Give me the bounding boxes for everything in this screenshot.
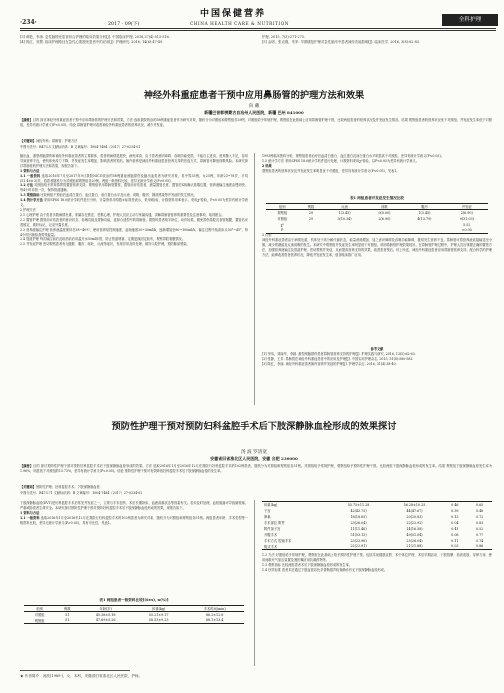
table-row: 手术方式 腔镜手术 23(23.96) 25(26.04) 0.11 0.74 xyxy=(264,538,484,543)
table-header: 组别 xyxy=(266,204,299,210)
article1-title: 神经外科重症患者干预中应用鼻肠管的护理方法和效果 xyxy=(143,90,365,101)
ref-item: [3] 陈红，李丽. 神经外科重症患者肠内营养并发症的护理[J]. 护理学杂志, 2016, 31(4):38-40. xyxy=(262,361,397,366)
table-header: 误吸 xyxy=(366,204,403,210)
top-references-right xyxy=(262,35,492,45)
table-row: 观察组 29 1(3.45) 0(0.00) 1(3.45) 2(6.90) xyxy=(277,210,473,216)
article1-class-info: 中图分类号：R473.5 文献标识码：B 文章编号：1004-7484（2017）27-0234-01 xyxy=(20,145,141,149)
table-row: 开腹手术 51(53.13) 49(51.04) 0.08 0.77 xyxy=(264,532,484,537)
table-row: 子宫 42(43.75) 44(47.67) 0.39 0.48 xyxy=(264,508,484,513)
table-row: 体重(kg) 55.75±11.28 56.28±10.25 0.46 0.65 xyxy=(262,502,492,508)
article2-table-right xyxy=(262,501,492,550)
journal-english-title: CHINA HEALTH CARE & NUTRITION xyxy=(190,21,290,26)
ref-item: [4] 郭红，刘慧. 临床护理路径在急性心肌梗死患者中的应用[J]. 护理研究, 2016, 14(6):47-49. xyxy=(20,40,164,44)
section-tab: 全科护理 xyxy=(442,14,498,26)
table-header: 例数 xyxy=(299,204,324,210)
journal-title: 中国保健营养 xyxy=(200,9,267,19)
article2-class-info: 中图分类号：R473.71 文献标识码：B 文章编号：1004-7484（2017）27-0234-02 xyxy=(20,491,143,495)
table-header: 组别 xyxy=(24,606,55,612)
article2-keywords: 【关键词】预防性护理；妇科盆腔手术；下肢深静脉血栓 xyxy=(20,485,100,489)
ref-item: [1] 李凤，刘丽华，李颖. 重型颅脑损伤患者鼻肠管营养支持的护理[J]. 护理实践与研究, 2016, 13(5):62-63. xyxy=(262,351,416,356)
article1-care-methods: 2 护理方法 2.1 心理护理 由于患者多数病情危重，家属存在焦虑、恐惧心理，护理人员应主动与家属沟通，讲解鼻肠管营养的重要性及注意事项，取得配合。 2.2 置管护理 置管前评估患者的意识状态、吞咽功能及胃肠功能，选择合适型号的鼻肠管。置管时患者取半卧位，动作轻柔，避免损伤鼻腔及食管黏膜，置管后妥善固定，做好标记，记录外露长度。 2.3 营养液输注护理 营养液温度保持在38~40℃，使用营养泵控制速度，起始速度20~30ml/h，逐渐增加至80~100ml/h，输注过程中抬高床头30°~45°，每4小时回抽检查胃残留量。 2.4 管道护理 每次输注前后及给药前后用温开水30ml冲管，防止管道堵塞，定期更换固定胶布，观察鼻腔黏膜情况。 2.5 并发症护理 密切观察患者有无腹胀、腹泻、呕吐、反流等症状，发现异常及时处理，做好口腔护理，预防肺部感染。 xyxy=(20,207,248,247)
header-rule-thin xyxy=(20,30,496,31)
issue-date: 2017 · 09(下) xyxy=(108,22,140,27)
table-header: 并发症 xyxy=(446,204,488,210)
ref-item: [3] 黄艳，李涛. 急性脑梗死患者综合护理的临床效果分析[J]. 中国临床护理, 2016,37(4):515-516. xyxy=(20,35,170,39)
table-row: 手术部位 附件 23(26.04) 22(22.92) 0.04 0.83 xyxy=(264,520,484,525)
column-divider xyxy=(254,153,255,405)
author-footnote: ★ 作者简介：汤波(1989-)，女，本科，安徽省旧省淮北区人民医院，护师。 xyxy=(20,674,143,678)
ref-item: [5] 金明，张克刚，朱军. 早期康复护理对急性脑卒中患者神经功能影响[J]. 临床医学, 2016, 3(8):82-83. xyxy=(262,40,420,44)
article1-column-left: 脑出血、重型颅脑损伤和神经外科重症患者的主要群体，患者的病情进展快，病死率高，由于患者意识障碍、吞咽功能受损，不能自主进食，营养摄入不足，容易导致营养不良，使机体免疫力下降，并发症发生率增加，影响患者的预后。肠内营养是神经外科重症患者营养支持的首选方式，鼻肠管可降低误吸风险。本研究探讨鼻肠管的护理方法和效果，现报告如下。 1 资料与方法 1.1 一般资料 选取2016年7月至2017年9月我院NICU收治的58例重症颅脑损伤及脑出血患者为研究对象，其中男33例，女25例，年龄23~78岁，平均(51.4±6.3)岁。将患者随机分为对照组和观察组各29例。两组一般资料比较，差异无统计学意义(P>0.05)。 1.2 方法 对照组给予常规鼻胃管置管营养支持。观察组采用鼻肠管置管，置管前评估患者，测量置管长度，置管后X线确认管端位置，营养液输注速度由慢到快，每4小时冲管一次，保持管道通畅。 1.3 观察指标 比较两组干预前后血清白蛋白、血红蛋白、前白蛋白水平及反流、误吸、腹泻、肺部感染等并发症的发生情况。 1.4 统计学方法 采用SPSS 18.0统计学软件进行分析，计量资料用均数±标准差表示，采用t检验，计数资料用率表示，采用χ²检验，P<0.05为差异有统计学意义。 2 护理方法 2.1 心理护理 由于患者多数病情危重，家属存在焦虑、恐惧心理，护理人员应主动与家属沟通，讲解鼻肠管营养的重要性及注意事项，取得配合。 2.2 置管护理 置管前评估患者的意识状态、吞咽功能及胃肠功能，选择合适型号的鼻肠管。置管时患者取半卧位，动作轻柔，避免损伤鼻腔及食管黏膜，置管后妥善固定，做好标记，记录外露长度。 2.3 营养液输注护理 营养液温度保持在38~40℃，使用营养泵控制速度，起始速度20~30ml/h，逐渐增加至80~100ml/h，输注过程中抬高床头30°~45°，每4小时回抽检查胃残留量。 2.4 管道护理 每次输注前后及给药前后用温开水30ml冲管，防止管道堵塞，定期更换固定胶布，观察鼻腔黏膜情况。 2.5 并发症护理 密切观察患者有无腹胀、腹泻、呕吐、反流等症状，发现异常及时处理，做好口腔护理，预防肺部感染。 xyxy=(20,154,248,247)
article1-references: 参考文献 [1] 李凤，刘丽华，李颖. 重型颅脑损伤患者鼻肠管营养支持的护理[J]. 护理实践与研究, 2016, 13(5):62-63. [2] 张静，王芳. 鼻肠管在神经外科重症患者中的应用及护理[J]. 中国实用护理杂志, 2015, 31(8):580-582. [3] 陈红，李丽. 神经外科重症患者肠内营养并发症的护理[J]. 护理学杂志, 2016, 31(4):38-40. xyxy=(262,347,492,405)
table-header: 例数 xyxy=(55,606,79,612)
table-row: 卵巢 18(18.85) 20(20.83) 0.13 0.72 xyxy=(264,514,484,519)
page-number: ·234· xyxy=(20,19,37,26)
article1-discussion: 3 讨论 神经外科重症患者由于病情危重，机体处于高分解代谢状态，能量消耗增加，加之意识障碍及吞咽功能障碍，极易发生营养不良。鼻肠管可将营养液直接输送至小肠，减少胃潴留及反流误吸的发生。本研究中观察组并发症发生率明显低于对照组，说明鼻肠管护理效果较好。在鼻肠管护理过程中，护理人员应掌握正确的置管方法，加强营养液输注及管道护理，密切观察并发症，从而提高营养支持的效果，改善患者预后。综上所述，神经外科重症患者应用鼻肠管营养支持，配合科学的护理方法，能够改善患者营养状况，降低并发症发生率，值得临床推广应用。 xyxy=(262,233,492,257)
table-header: 反流 xyxy=(323,204,365,210)
table-header: 体重(kg) xyxy=(132,606,185,612)
article1-keywords: 【关键词】神经外科；鼻肠管；护理方法 xyxy=(20,139,78,143)
table-header: 年龄(岁) xyxy=(79,606,132,612)
table-row: 观察组 51 47.69±5.26 58.53±9.23 88.1±13.4 xyxy=(24,618,244,624)
article1-abstract: 【摘要】目的 探讨神经外科重症患者干预中应用鼻肠管的护理方法和效果。方法 选取我院收治的58例重症患者作为研究对象，随机分为对照组和观察组各29例，对照组给予常规护理，观察组在此基础上应用鼻肠管护理干预，比较两组患者的营养状况及并发症发生情况。结果 观察组患者的营养状况优于对照组，并发症发生率低于对照组，差异有统计学意义(P<0.05)。结论 鼻肠管护理可改善神经外科重症患者的营养状况，减少并发症。 xyxy=(20,118,492,127)
table-row: χ² 5.52 xyxy=(280,222,471,227)
ref-item: 护理, 2015, 7(3):271-273. xyxy=(262,35,305,39)
article2-methods: 1.2 方法 对照组给予常规护理，观察组在此基础上给予预防性护理干预，包括术前健康宣教、术中体位护理、术后早期活动、下肢按摩、抬高患肢、穿弹力袜、使用间歇充气加压装置及遵医嘱应用抗凝药物等。 1.3 观察指标 比较两组患者术后下肢深静脉血栓形成的发生率。 1.4 疗效标准 患者术后通过下肢血管彩色多普勒超声检查确诊有无下肢深静脉血栓形成。 xyxy=(262,553,492,572)
table-row: 对照组 29 3(10.34) 2(6.90) 4(13.79) 9(31.03) xyxy=(277,216,474,221)
table-header: 手术时间(min) xyxy=(185,606,244,612)
article1-table xyxy=(266,203,488,234)
column-divider xyxy=(254,500,255,666)
footnote-rule xyxy=(20,670,130,671)
article1-affiliation: 新疆巴音郭楞蒙古自治州人民医院，新疆 巴州 841000 xyxy=(204,110,304,115)
table-row: 阴式手术 22(22.91) 21(21.88) 0.03 0.86 xyxy=(262,544,492,550)
top-references-left xyxy=(20,35,245,45)
article2-table-left xyxy=(24,605,244,624)
article2-column-left: 下肢深静脉血栓(DVT)是妇科盆腔手术后常见并发症之一，主要与手术创伤、术后长期卧床、血液高凝状态等因素有关。若未及时处理，血栓脱落可导致肺栓塞，严重威胁患者生命安全。本研究探讨预防性护理干预对预防妇科盆腔手术后下肢深静脉血栓形成的效果，现报告如下。 1 资料与方法 1.1 一般资料 选取2016年1月至2016年12月在我院行妇科盆腔手术的102例患者为研究对象，随机分为对照组和观察组各51例。两组患者年龄、手术类型等一般资料比较，差异无统计学意义(P>0.05)，具有可比性，见表1。 xyxy=(20,501,248,525)
article2-title: 预防性护理干预对预防妇科盆腔手术后下肢深静脉血栓形成的效果探讨 xyxy=(111,421,397,432)
article2-affiliation: 安徽省旧省淮北区人民医院，安徽 合肥 230000 xyxy=(210,456,298,461)
article1-table-caption: 表1 两组患者并发症发生情况比较 xyxy=(349,196,405,200)
table-header: 腹泻 xyxy=(403,204,445,210)
article2-abstract: 【摘要】目的 探讨预防性护理干预对预防妇科盆腔手术后下肢深静脉血栓形成的效果。方法 选取2016年1月至2016年12月在我院行妇科盆腔手术的102例患者，随机分为对照组和观察组各51例。对照组给予常规护理，观察组给予预防性护理干预。比较两组下肢深静脉血栓形成的发生率。结果 观察组下肢深静脉血栓发生率为1.96%，明显低于对照组的13.73%，差异有统计学意义(P<0.05)。结论 预防性护理干预可有效降低妇科盆腔手术后下肢深静脉血栓的发生率。 xyxy=(20,464,492,473)
table-row: 对照组 51 45.38±5.18 55.21±9.17 86.2±12.8 xyxy=(34,612,224,618)
article2-author: 汤 波 罗清宽 xyxy=(241,450,267,455)
article1-intro: 脑出血、重型颅脑损伤和神经外科重症患者的主要群体，患者的病情进展快，病死率高，由于患者意识障碍、吞咽功能受损，不能自主进食，营养摄入不足，容易导致营养不良，使机体免疫力下降，并发症发生率增加，影响患者的预后。肠内营养是神经外科重症患者营养支持的首选方式，鼻肠管可降低误吸风险。本研究探讨鼻肠管的护理方法和效果，现报告如下。 xyxy=(20,154,248,168)
table-row: 附件加子宫 11(11.46) 14(16.58) 0.41 0.52 xyxy=(264,526,484,531)
article1-author: 向 戴 xyxy=(248,104,260,109)
ref-item: [2] 张静，王芳. 鼻肠管在神经外科重症患者中的应用及护理[J]. 中国实用护理杂志, 2015, 31(8):580-582. xyxy=(262,356,414,361)
header-rule xyxy=(20,28,496,29)
article2-table-caption: 表1 两组患者一般资料比较[(x̄±s), n(%)] xyxy=(99,598,169,602)
article1-column-right-top: 1993例临床资料分析，观察组患者治疗后血清白蛋白、血红蛋白及前白蛋白水平明显高于对照组，差异有统计学意义(P<0.05)。 1.5 统计学方法 采用SPSS 18.0统计学软件进行处理，计数资料采用χ²检验，以P<0.05为差异有统计学意义。 2 结果 观察组患者的营养状况及并发症发生率明显优于对照组，差异具有统计学意义(P<0.05)，见表1。 xyxy=(262,154,444,173)
table-row: P <0.05 xyxy=(266,228,488,234)
